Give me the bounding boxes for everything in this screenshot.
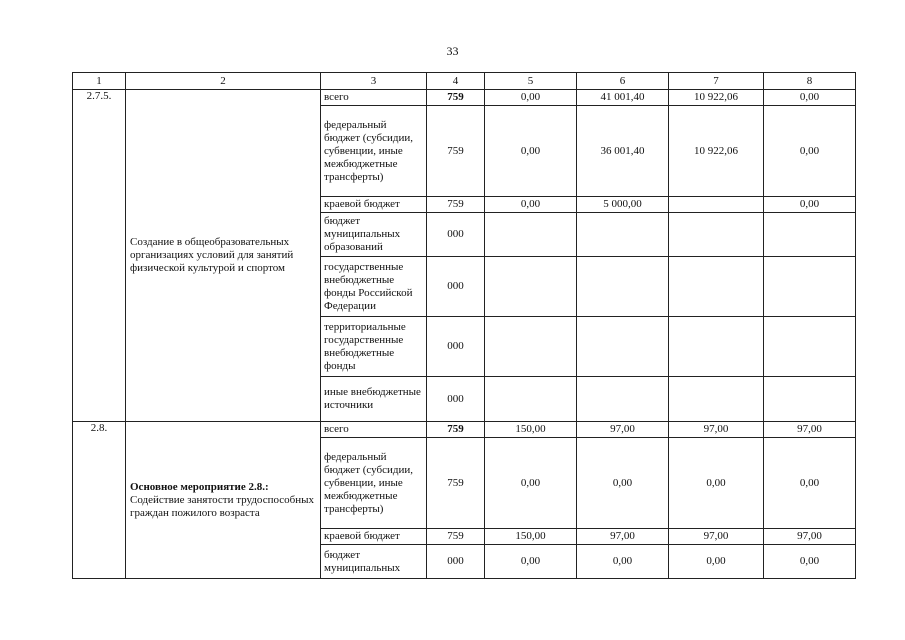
value-cell (669, 197, 764, 213)
funding-source: бюджет муниципальных образований (321, 213, 427, 257)
code-cell: 759 (427, 197, 485, 213)
value-cell: 97,00 (764, 422, 856, 438)
header-row (73, 73, 856, 90)
value-cell (764, 317, 856, 377)
activity-title: Создание в общеобразовательных организациях условий для занятий физической культурой и спортом (130, 236, 294, 274)
value-cell (577, 213, 669, 257)
funding-source: всего (321, 422, 427, 438)
value-cell: 36 001,40 (577, 106, 669, 197)
value-cell (485, 257, 577, 317)
value-cell (577, 317, 669, 377)
value-cell (485, 213, 577, 257)
funding-source: краевой бюджет (321, 529, 427, 545)
value-cell (669, 317, 764, 377)
value-cell: 97,00 (669, 529, 764, 545)
value-cell (764, 213, 856, 257)
code-cell: 000 (427, 377, 485, 422)
value-cell: 97,00 (577, 529, 669, 545)
value-cell: 41 001,40 (577, 90, 669, 106)
value-cell: 0,00 (577, 438, 669, 529)
code-cell: 000 (427, 317, 485, 377)
code-cell: 759 (427, 90, 485, 106)
header-cell: 5 (485, 73, 577, 90)
header-cell: 4 (427, 73, 485, 90)
funding-source: всего (321, 90, 427, 106)
value-cell (577, 257, 669, 317)
activity-description (126, 422, 321, 579)
value-cell: 0,00 (485, 197, 577, 213)
code-cell: 000 (427, 545, 485, 579)
value-cell: 0,00 (764, 106, 856, 197)
value-cell: 0,00 (764, 90, 856, 106)
value-cell: 0,00 (485, 545, 577, 579)
funding-source: территориальные государственные внебюджетные фонды (321, 317, 427, 377)
value-cell (669, 213, 764, 257)
value-cell: 97,00 (577, 422, 669, 438)
code-cell: 759 (427, 529, 485, 545)
value-cell (669, 257, 764, 317)
value-cell: 97,00 (669, 422, 764, 438)
table-row (73, 422, 856, 438)
header-cell: 8 (764, 73, 856, 90)
header-cell: 2 (126, 73, 321, 90)
code-cell: 759 (427, 438, 485, 529)
value-cell: 97,00 (764, 529, 856, 545)
value-cell: 0,00 (485, 438, 577, 529)
funding-source: федеральный бюджет (субсидии, субвенции, иные межбюджетные трансферты) (321, 106, 427, 197)
page-number: 33 (446, 44, 459, 58)
code-cell: 759 (427, 106, 485, 197)
funding-source: федеральный бюджет (субсидии, субвенции, иные межбюджетные трансферты) (321, 438, 427, 529)
value-cell (764, 257, 856, 317)
row-id: 2.8. (73, 422, 126, 579)
value-cell: 150,00 (485, 422, 577, 438)
value-cell: 10 922,06 (669, 106, 764, 197)
value-cell: 0,00 (764, 438, 856, 529)
value-cell: 5 000,00 (577, 197, 669, 213)
value-cell: 0,00 (669, 545, 764, 579)
value-cell: 0,00 (485, 90, 577, 106)
code-cell: 759 (427, 422, 485, 438)
value-cell: 0,00 (485, 106, 577, 197)
funding-source: краевой бюджет (321, 197, 427, 213)
value-cell: 0,00 (577, 545, 669, 579)
value-cell (485, 317, 577, 377)
budget-table (72, 72, 856, 579)
value-cell: 0,00 (764, 197, 856, 213)
value-cell: 0,00 (764, 545, 856, 579)
value-cell: 150,00 (485, 529, 577, 545)
code-cell: 000 (427, 213, 485, 257)
header-cell: 3 (321, 73, 427, 90)
activity-description (126, 90, 321, 422)
header-cell: 7 (669, 73, 764, 90)
value-cell: 0,00 (669, 438, 764, 529)
header-cell: 6 (577, 73, 669, 90)
funding-source: бюджет муниципальных (321, 545, 427, 579)
code-cell: 000 (427, 257, 485, 317)
header-cell: 1 (73, 73, 126, 90)
table-row (73, 90, 856, 106)
value-cell (485, 377, 577, 422)
value-cell (764, 377, 856, 422)
value-cell: 10 922,06 (669, 90, 764, 106)
funding-source: государственные внебюджетные фонды Российской Федерации (321, 257, 427, 317)
activity-title-bold: Основное мероприятие 2.8.: (130, 480, 269, 493)
value-cell (577, 377, 669, 422)
row-id: 2.7.5. (73, 90, 126, 422)
value-cell (669, 377, 764, 422)
funding-source: иные внебюджетные источники (321, 377, 427, 422)
activity-title: Содействие занятости трудоспособных граждан пожилого возраста (130, 493, 314, 519)
